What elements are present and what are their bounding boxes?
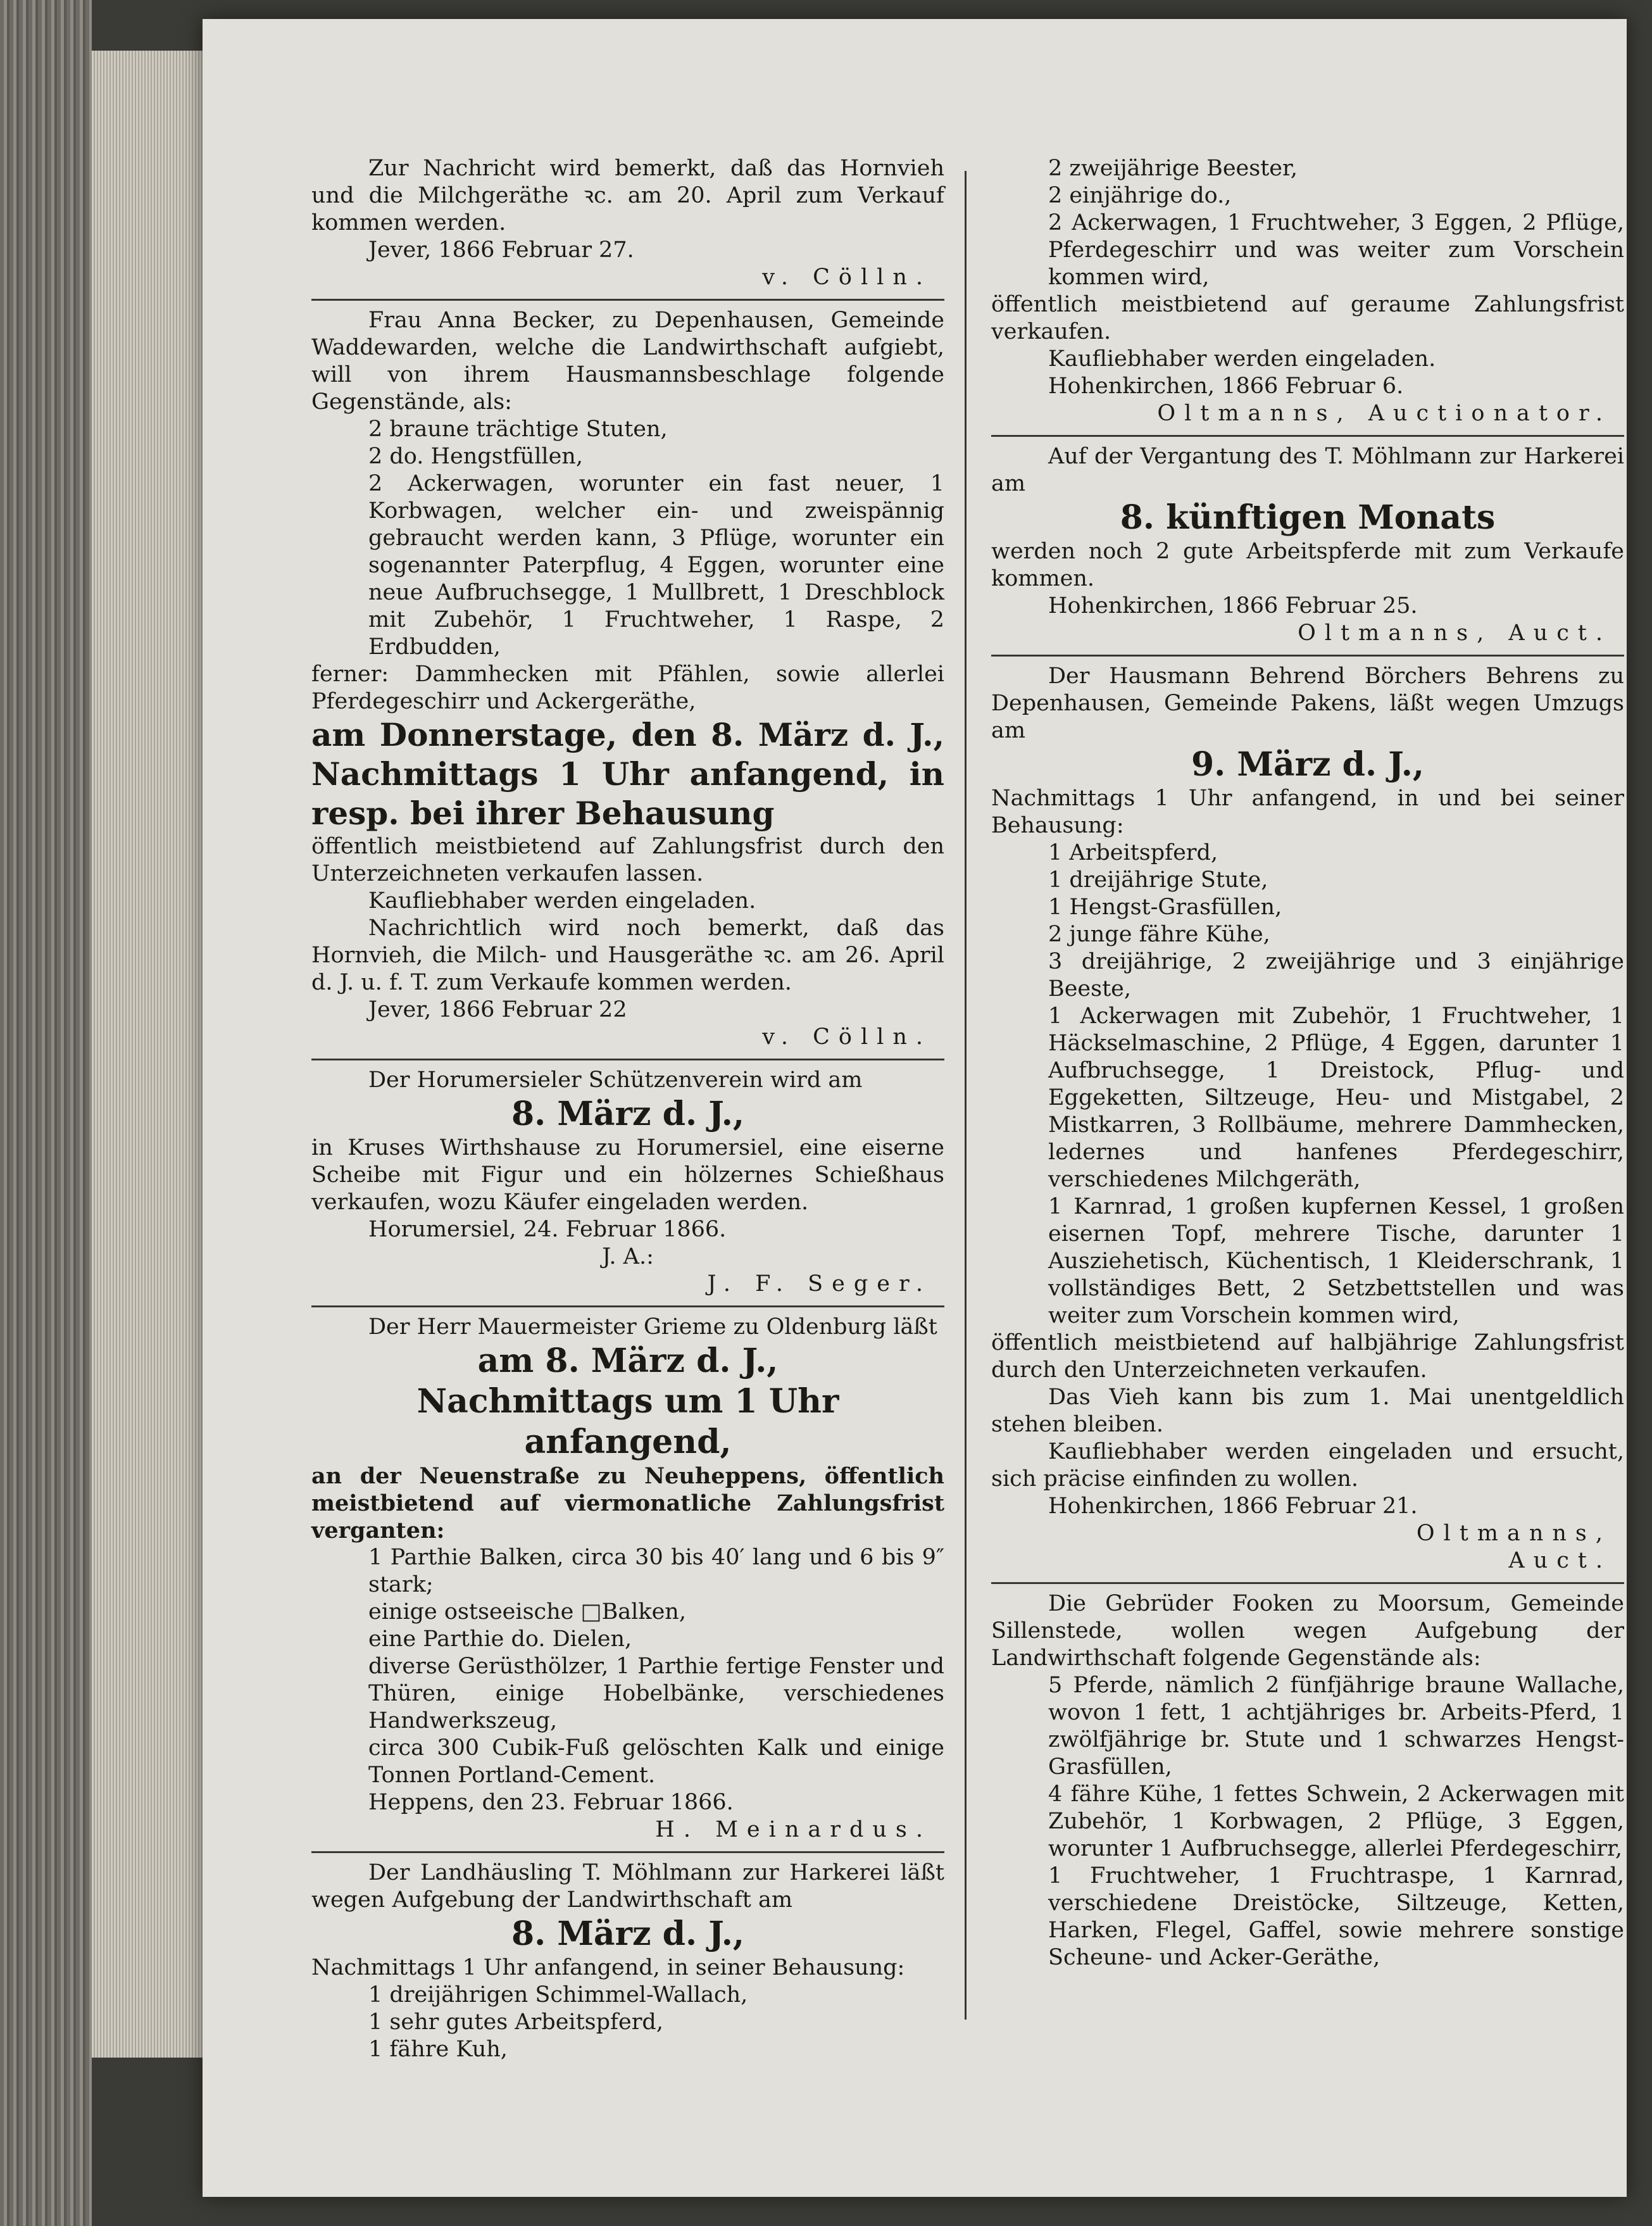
ad-item: diverse Gerüsthölzer, 1 Parthie fertige Fenster und Thüren, einige Hobelbänke, verschiedenes Handwerkszeug, xyxy=(368,1654,944,1733)
ad-text: in Kruses Wirthshause zu Horumersiel, eine eiserne Scheibe mit Figur und ein hölzernes Schießhaus verkaufen, wozu Käufer eingeladen werden. xyxy=(311,1135,944,1215)
ad-headline: Nachmittags um 1 Uhr anfangend, xyxy=(416,1382,839,1461)
ad-intro: Der Hausmann Behrend Börchers Behrens zu Depenhausen, Gemeinde Pakens, läßt wegen Umzugs am xyxy=(991,663,1624,743)
left-column xyxy=(311,155,944,2063)
ad-behrens-auction xyxy=(991,663,1624,1575)
ad-date: Hohenkirchen, 1866 Februar 21. xyxy=(1048,1493,1418,1519)
page-edges xyxy=(92,51,218,2058)
ad-separator xyxy=(991,1582,1624,1584)
ad-separator xyxy=(311,1851,944,1853)
ad-date: Heppens, den 23. Februar 1866. xyxy=(368,1790,734,1815)
ad-item: 1 dreijährigen Schimmel-Wallach, xyxy=(368,1982,748,2008)
ad-becker-auction xyxy=(311,307,944,1051)
ad-text: Kaufliebhaber werden eingeladen und ersucht, sich präcise einfinden zu wollen. xyxy=(991,1439,1624,1492)
ad-item: 1 fähre Kuh, xyxy=(368,2037,508,2062)
ad-item: einige ostseeische □Balken, xyxy=(368,1599,686,1625)
ad-date: Hohenkirchen, 1866 Februar 6. xyxy=(1048,374,1404,399)
ad-signature-title: Auct. xyxy=(1508,1548,1611,1573)
ad-text: öffentlich meistbietend auf geraume Zahlungsfrist verkaufen. xyxy=(991,292,1624,344)
column-divider xyxy=(965,171,967,2020)
ad-item: 1 Parthie Balken, circa 30 bis 40′ lang und 6 bis 9″ stark; xyxy=(368,1545,944,1597)
ad-item: 2 junge fähre Kühe, xyxy=(1048,922,1270,947)
right-column xyxy=(991,155,1624,1971)
ad-item: 2 einjährige do., xyxy=(1048,183,1232,208)
ad-coelln-notice xyxy=(311,155,944,291)
ad-grieme-auction xyxy=(311,1314,944,1844)
ad-item: 3 dreijährige, 2 zweijährige und 3 einjährige Beeste, xyxy=(1048,949,1624,1002)
ad-headline: am 8. März d. J., xyxy=(477,1342,779,1380)
ad-item: 1 Ackerwagen mit Zubehör, 1 Fruchtweher, 1 Häckselmaschine, 2 Pflüge, 4 Eggen, darunter 1 Aufbruchsegge, 1 Dreistock, Pflug- und Eggeketten, Siltzeuge, Heu- und Mistgabel, 2 Mistkarren, 3 Rollbäume, mehrere Dammhecken, ledernes und hanfenes Pferdegeschirr, verschiedenes Milchgeräth, xyxy=(1048,1003,1624,1192)
notice-text: Zur Nachricht wird bemerkt, daß das Hornvieh und die Milchgeräthe ꝛc. am 20. April zum Verkauf kommen werden. xyxy=(311,156,944,236)
ad-intro: Der Landhäusling T. Möhlmann zur Harkerei läßt wegen Aufgebung der Landwirthschaft am xyxy=(311,1860,944,1913)
ad-intro: Auf der Vergantung des T. Möhlmann zur Harkerei am xyxy=(991,444,1624,496)
ad-text: werden noch 2 gute Arbeitspferde mit zum Verkaufe kommen. xyxy=(991,539,1624,591)
ad-signature: J. F. Seger. xyxy=(707,1271,932,1297)
ad-item: 2 Ackerwagen, 1 Fruchtweher, 3 Eggen, 2 Pflüge, Pferdegeschirr und was weiter zum Vorschein kommen wird, xyxy=(1048,210,1624,290)
ad-date: Hohenkirchen, 1866 Februar 25. xyxy=(1048,593,1418,619)
ad-headline: 9. März d. J., xyxy=(1191,745,1424,784)
ad-text: Kaufliebhaber werden eingeladen. xyxy=(368,888,756,914)
ad-schuetzenverein xyxy=(311,1067,944,1298)
ad-headline: 8. künftigen Monats xyxy=(1120,498,1496,537)
ad-item: 1 Arbeitspferd, xyxy=(1048,840,1218,865)
ad-fooken-auction xyxy=(991,1590,1624,1971)
book-binding xyxy=(0,0,92,2226)
ad-item: eine Parthie do. Dielen, xyxy=(368,1626,632,1652)
ad-headline: 8. März d. J., xyxy=(511,1915,744,1953)
ad-signature: Oltmanns, xyxy=(1416,1521,1611,1546)
ad-item: 2 zweijährige Beester, xyxy=(1048,156,1298,181)
ad-item: 2 do. Hengstfüllen, xyxy=(368,444,583,469)
ad-text: Nachrichtlich wird noch bemerkt, daß das Hornvieh, die Milch- und Hausgeräthe ꝛc. am 26. April d. J. u. f. T. zum Verkaufe kommen werden. xyxy=(311,915,944,995)
ad-date: Jever, 1866 Februar 22 xyxy=(368,997,627,1022)
ad-item: circa 300 Cubik-Fuß gelöschten Kalk und einige Tonnen Portland-Cement. xyxy=(368,1735,944,1788)
ad-text: Nachmittags 1 Uhr anfangend, in seiner Behausung: xyxy=(311,1955,905,1980)
ad-separator xyxy=(991,435,1624,437)
ad-intro: Der Horumersieler Schützenverein wird am xyxy=(368,1067,863,1093)
ad-headline: am Donnerstage, den 8. März d. J., Nachmittags 1 Uhr anfangend, in resp. bei ihrer Behausung xyxy=(311,716,944,832)
ad-moehlmann-auction xyxy=(311,1859,944,2063)
ad-date: Horumersiel, 24. Februar 1866. xyxy=(368,1217,727,1242)
ad-text: ferner: Dammhecken mit Pfählen, sowie allerlei Pferdegeschirr und Ackergeräthe, xyxy=(311,662,944,714)
ad-item: 1 Karnrad, 1 großen kupfernen Kessel, 1 großen eisernen Topf, mehrere Tische, darunter 1 Ausziehetisch, Küchentisch, 1 Kleiderschrank, 1 vollständiges Bett, 2 Setzbettstellen und was weiter zum Vorschein kommen wird, xyxy=(1048,1194,1624,1328)
ad-text: öffentlich meistbietend auf Zahlungsfrist durch den Unterzeichneten verkaufen lassen. xyxy=(311,834,944,886)
ad-item: 1 Hengst-Grasfüllen, xyxy=(1048,895,1282,920)
ad-separator xyxy=(991,655,1624,657)
ad-text: Das Vieh kann bis zum 1. Mai unentgeldlich stehen bleiben. xyxy=(991,1385,1624,1437)
ad-text: an der Neuenstraße zu Neuheppens, öffentlich meistbietend auf viermonatliche Zahlungsfrist verganten: xyxy=(311,1463,944,1544)
ad-vergantung-notice xyxy=(991,443,1624,647)
ad-signature: Oltmanns, Auctionator. xyxy=(1157,401,1611,426)
ad-item: 2 braune trächtige Stuten, xyxy=(368,417,668,442)
ad-signature: H. Meinardus. xyxy=(655,1817,932,1842)
ad-text: J. A.: xyxy=(602,1244,654,1269)
ad-item: 1 sehr gutes Arbeitspferd, xyxy=(368,2009,663,2035)
ad-signature: v. Cölln. xyxy=(762,1024,932,1050)
notice-signature: v. Cölln. xyxy=(762,265,932,290)
ad-item: 5 Pferde, nämlich 2 fünfjährige braune Wallache, wovon 1 fett, 1 achtjähriges br. Arbeits-Pferd, 1 zwölfjährige br. Stute und 1 schwarzes Hengst-Grasfüllen, xyxy=(1048,1673,1624,1780)
ad-text: öffentlich meistbietend auf halbjährige Zahlungsfrist durch den Unterzeichneten verkaufen. xyxy=(991,1330,1624,1383)
ad-item: 4 fähre Kühe, 1 fettes Schwein, 2 Ackerwagen mit Zubehör, 1 Korbwagen, 2 Pflüge, 3 Eggen, worunter 1 Aufbruchsegge, allerlei Pferdegeschirr, xyxy=(1048,1782,1624,1861)
ad-intro: Die Gebrüder Fooken zu Moorsum, Gemeinde Sillenstede, wollen wegen Aufgebung der Landwirthschaft folgende Gegenstände als: xyxy=(991,1591,1624,1671)
ad-item: 1 dreijährige Stute, xyxy=(1048,867,1268,893)
ad-item: 2 Ackerwagen, worunter ein fast neuer, 1 Korbwagen, welcher ein- und zweispännig gebraucht werden kann, 3 Pflüge, worunter ein sogenannter Paterpflug, 4 Eggen, worunter eine neue Aufbruchsegge, 1 Mullbrett, 1 Dreschblock mit Zubehör, 1 Fruchtweher, 1 Raspe, 2 Erdbudden, xyxy=(368,471,944,660)
ad-headline: 8. März d. J., xyxy=(511,1095,744,1133)
ad-separator xyxy=(311,1059,944,1060)
ad-separator xyxy=(311,299,944,301)
ad-separator xyxy=(311,1305,944,1307)
notice-date: Jever, 1866 Februar 27. xyxy=(368,237,634,263)
ad-item: 1 Fruchtweher, 1 Fruchtraspe, 1 Karnrad, verschiedene Dreistöcke, Siltzeuge, Ketten, Harken, Flegel, Gaffel, sowie mehrere sonstige Scheune- und Acker-Geräthe, xyxy=(1048,1863,1624,1970)
ad-text: Nachmittags 1 Uhr anfangend, in und bei seiner Behausung: xyxy=(991,786,1624,838)
ad-text: Kaufliebhaber werden eingeladen. xyxy=(1048,346,1436,372)
ad-signature: Oltmanns, Auct. xyxy=(1298,620,1611,646)
ad-intro: Der Herr Mauermeister Grieme zu Oldenburg läßt xyxy=(368,1314,937,1340)
ad-continued-auction xyxy=(991,155,1624,427)
ad-intro: Frau Anna Becker, zu Depenhausen, Gemeinde Waddewarden, welche die Landwirthschaft aufgiebt, will von ihrem Hausmannsbeschlage folgende Gegenstände, als: xyxy=(311,308,944,415)
